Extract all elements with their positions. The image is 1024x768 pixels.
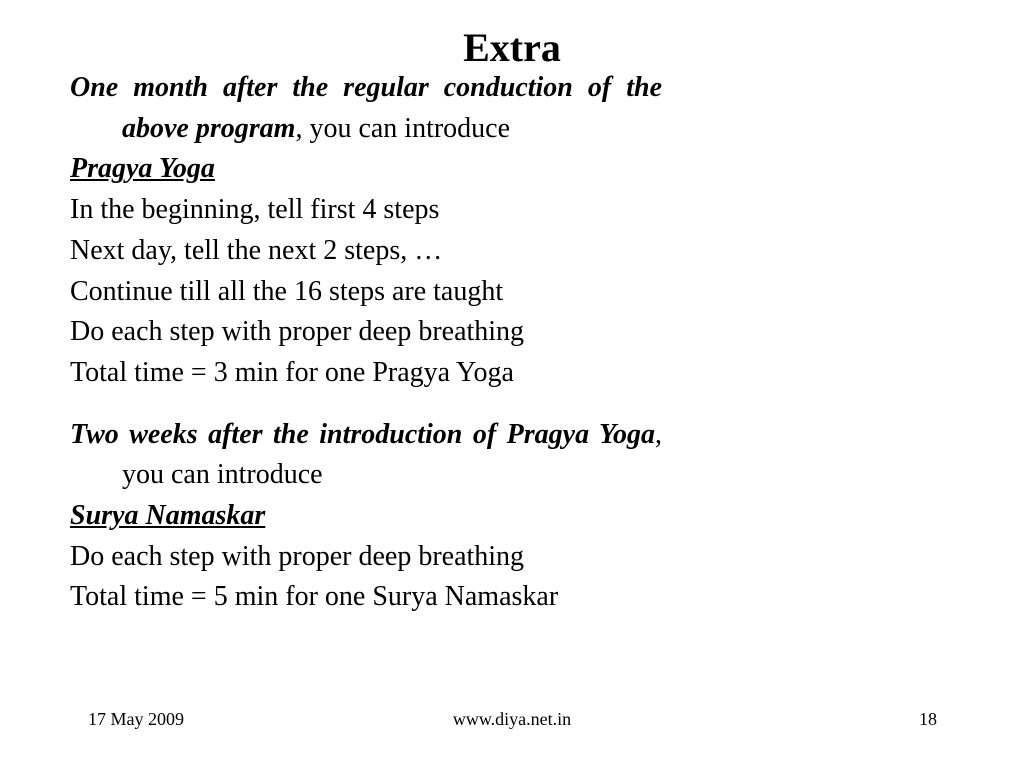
slide-title: Extra [463,25,561,70]
section1-line-5: Total time = 3 min for one Pragya Yoga [70,356,514,388]
section2-line-1: Do each step with proper deep breathing [70,540,525,572]
section1-line-3: Continue till all the 16 steps are taught [70,275,504,307]
footer-url: www.diya.net.in [452,709,572,729]
section2-intro-rest: , you can introduce [122,418,663,491]
section1-line-4: Do each step with proper deep breathing [70,316,525,348]
section1-intro [70,68,662,149]
section1-intro-emphasis: One month after the regular conduction of the above program [70,72,662,144]
section1-heading: Pragya Yoga [70,153,215,185]
footer-page-number: 18 [919,709,937,729]
section2-intro-emphasis-a: Two weeks after the introduction of [70,418,497,450]
footer-date: 17 May 2009 [88,709,184,729]
section2-intro [70,415,662,496]
section2-line-2: Total time = 5 min for one Surya Namaskar [70,581,559,613]
section1-line-2: Next day, tell the next 2 steps, … [70,234,443,266]
section2-intro-emphasis-b: Pragya Yoga [506,418,656,450]
section1-intro-rest: , you can introduce [295,112,511,144]
slide-body [70,68,662,618]
section2-heading: Surya Namaskar [70,500,266,532]
section1-line-1: In the beginning, tell first 4 steps [70,194,440,226]
